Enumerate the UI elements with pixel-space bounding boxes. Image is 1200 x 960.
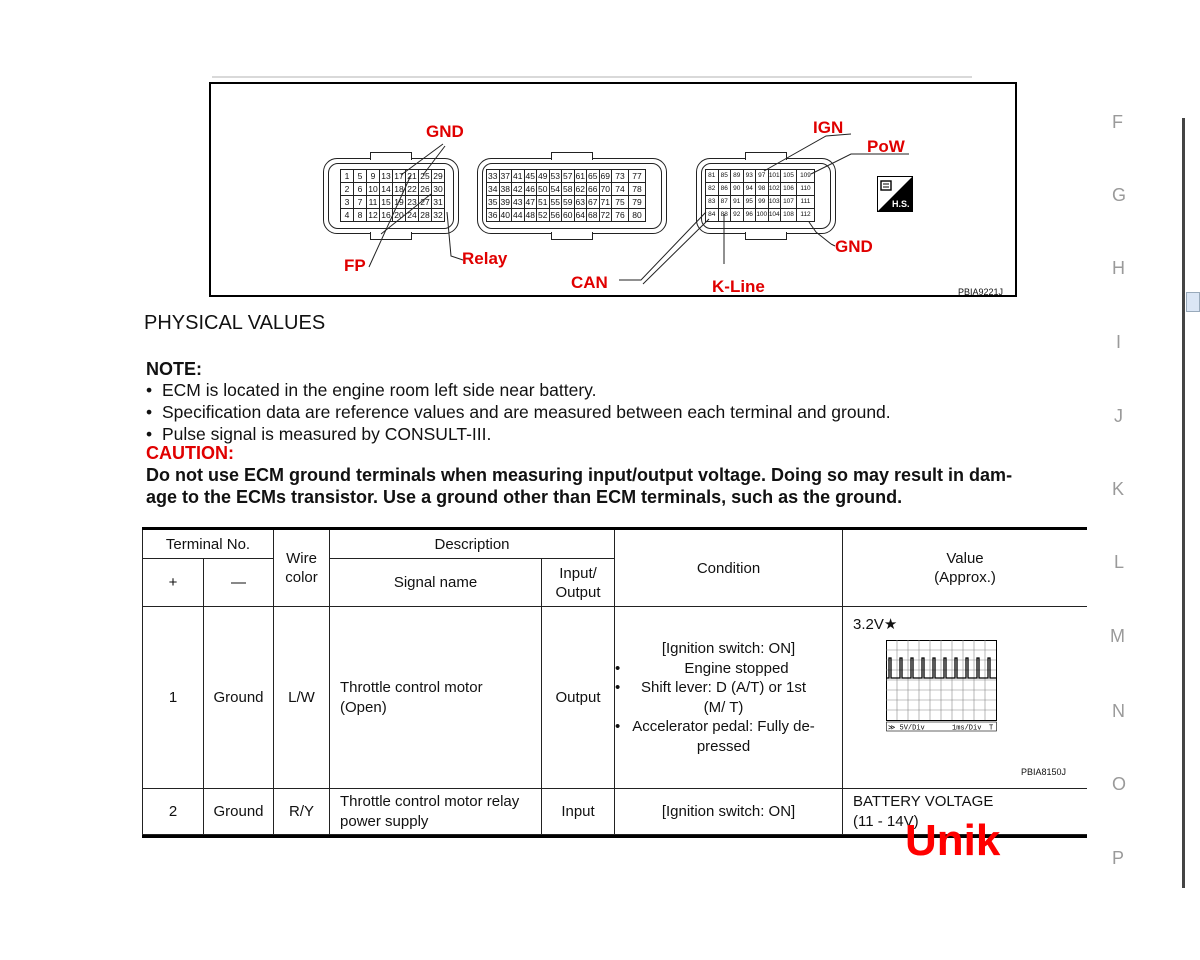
scope-volt-div: ≫ 5V/Div [888, 724, 925, 732]
connector-pin: 101 [769, 170, 782, 183]
cell-wire-color: L/W [274, 607, 330, 789]
connector-pin: 82 [706, 183, 719, 196]
connector-pin: 5 [354, 170, 367, 183]
note-item: • Pulse signal is measured by CONSULT-III. [146, 424, 492, 444]
label-pow: PoW [867, 137, 905, 156]
cell-io: Output [542, 607, 615, 789]
connector-pin: 63 [575, 196, 588, 209]
connector-pin: 107 [781, 196, 797, 209]
connector-pin: 13 [380, 170, 393, 183]
connector-pin: 50 [537, 183, 550, 196]
connector-pin: 85 [719, 170, 732, 183]
header-terminal-no: Terminal No. [143, 530, 274, 559]
connector-pin: 7 [354, 196, 367, 209]
label-relay: Relay [462, 249, 508, 268]
connector-pin: 109 [797, 170, 815, 183]
condition-item: • Shift lever: D (A/T) or 1st (M/ T) [615, 678, 816, 717]
ecm-connector-diagram [209, 82, 1017, 297]
cell-condition: [Ignition switch: ON] • Engine stopped • Shift lever: D (A/T) or 1st (M/ T) • Accelerator pedal: Fully de- pressed [615, 607, 843, 789]
connector-pin: 90 [731, 183, 744, 196]
note-heading: NOTE: [146, 359, 202, 379]
connector-pin: 95 [744, 196, 757, 209]
connector-pin: 26 [419, 183, 432, 196]
connector-pin: 49 [537, 170, 550, 183]
connector-pin: 67 [587, 196, 600, 209]
watermark-text: Unik [905, 816, 1001, 865]
connector-pin: 83 [706, 196, 719, 209]
figure-code: PBIA9221J [958, 287, 1004, 297]
connector-pin: 81 [706, 170, 719, 183]
connector-pin: 16 [380, 209, 393, 222]
cell-value [843, 607, 1088, 789]
connector-pin: 2 [341, 183, 354, 196]
page-edge-rule [1182, 118, 1185, 888]
connector-pin: 33 [487, 170, 500, 183]
header-signal-name: Signal name [330, 559, 542, 607]
cell-condition: [Ignition switch: ON] [615, 789, 843, 835]
connector-pin: 42 [512, 183, 525, 196]
condition-item: • Accelerator pedal: Fully de- pressed [615, 717, 816, 756]
connector-pin: 108 [781, 209, 797, 222]
connector-pin: 79 [629, 196, 646, 209]
connector-pin: 78 [629, 183, 646, 196]
connector-pin: 58 [562, 183, 575, 196]
scope-mode: T [989, 724, 994, 732]
connector-pin: 21 [406, 170, 419, 183]
scope-time-div: 1ms/Div [952, 724, 982, 732]
label-gnd-right: GND [835, 237, 873, 256]
connector-pin: 37 [500, 170, 513, 183]
connector-pin: 100 [756, 209, 769, 222]
connector-pin: 32 [432, 209, 445, 222]
faint-top-rule [212, 76, 972, 78]
header-input-output: Input/ Output [542, 559, 615, 607]
margin-letter-i: I [1116, 332, 1122, 352]
connector-pin: 34 [487, 183, 500, 196]
connector-pin: 25 [419, 170, 432, 183]
connector-pin: 41 [512, 170, 525, 183]
connector-pin: 66 [587, 183, 600, 196]
connector-pin: 15 [380, 196, 393, 209]
margin-letter-g: G [1112, 185, 1127, 205]
connector-pin: 11 [367, 196, 380, 209]
connector-pin: 59 [562, 196, 575, 209]
connector-pin: 29 [432, 170, 445, 183]
margin-letter-k: K [1112, 479, 1125, 499]
connector-pin: 102 [769, 183, 782, 196]
connector-pin: 61 [575, 170, 588, 183]
cell-terminal-plus: 2 [143, 789, 204, 835]
connector-pin: 69 [600, 170, 613, 183]
connector-pin: 17 [393, 170, 406, 183]
connector-pin: 65 [587, 170, 600, 183]
caution-text-line2: age to the ECMs transistor. Use a ground other than ECM terminals, such as the ground. [146, 487, 903, 507]
header-minus: — [204, 559, 274, 607]
connector-pin: 60 [562, 209, 575, 222]
harness-side-icon [877, 176, 913, 212]
connector-pin: 92 [731, 209, 744, 222]
connector-pin: 39 [500, 196, 513, 209]
section-title: PHYSICAL VALUES [144, 312, 326, 334]
connector-pin: 68 [587, 209, 600, 222]
connector-pin: 74 [612, 183, 629, 196]
connector-pin: 12 [367, 209, 380, 222]
cell-terminal-minus: Ground [204, 789, 274, 835]
condition-item: • Engine stopped [615, 659, 842, 679]
connector-pin: 86 [719, 183, 732, 196]
connector-pin: 105 [781, 170, 797, 183]
connector-pin: 55 [550, 196, 563, 209]
scope-figure-code: PBIA8150J [1021, 767, 1067, 777]
note-item: • Specification data are reference values and are measured between each terminal and ground. [146, 402, 891, 422]
connector-pin: 104 [769, 209, 782, 222]
margin-letter-o: O [1112, 774, 1127, 794]
connector-pin: 98 [756, 183, 769, 196]
connector-pin: 71 [600, 196, 613, 209]
connector-pin: 40 [500, 209, 513, 222]
connector-pin: 73 [612, 170, 629, 183]
connector-pin: 46 [525, 183, 538, 196]
connector-pin: 94 [744, 183, 757, 196]
connector-pin: 1 [341, 170, 354, 183]
connector-pin: 23 [406, 196, 419, 209]
connector-pin: 3 [341, 196, 354, 209]
connector-pin: 89 [731, 170, 744, 183]
connector-pin: 111 [797, 196, 815, 209]
scroll-tab[interactable] [1186, 292, 1200, 312]
connector-pin: 80 [629, 209, 646, 222]
connector-pin: 53 [550, 170, 563, 183]
connector-pin: 93 [744, 170, 757, 183]
cell-signal-name: Throttle control motor relay power supply [330, 789, 542, 835]
connector-pin: 103 [769, 196, 782, 209]
connector-pin: 20 [393, 209, 406, 222]
connector-pin: 62 [575, 183, 588, 196]
connector-pin: 99 [756, 196, 769, 209]
header-condition: Condition [615, 530, 843, 607]
connector-pin: 27 [419, 196, 432, 209]
oscilloscope-waveform [886, 640, 998, 732]
connector-pin: 75 [612, 196, 629, 209]
connector-pin: 47 [525, 196, 538, 209]
connector-pin: 43 [512, 196, 525, 209]
connector-pin: 54 [550, 183, 563, 196]
label-k-line: K-Line [712, 277, 765, 296]
margin-letter-l: L [1114, 552, 1125, 572]
connector-pin: 44 [512, 209, 525, 222]
connector-pin: 88 [719, 209, 732, 222]
caution-text-line1: Do not use ECM ground terminals when measuring input/output voltage. Doing so may result in dam- [146, 465, 1013, 485]
header-plus: + [143, 559, 204, 607]
connector-pin: 72 [600, 209, 613, 222]
connector-pin: 56 [550, 209, 563, 222]
header-value: Value (Approx.) [843, 530, 1088, 607]
connector-pin: 14 [380, 183, 393, 196]
value-label: 3.2V★ [853, 616, 898, 633]
connector-pin: 76 [612, 209, 629, 222]
connector-pin: 106 [781, 183, 797, 196]
connector-pin: 10 [367, 183, 380, 196]
label-fp: FP [344, 256, 366, 275]
margin-letter-n: N [1112, 701, 1125, 721]
connector-pin: 112 [797, 209, 815, 222]
connector-pin: 48 [525, 209, 538, 222]
connector-pin: 19 [393, 196, 406, 209]
connector-pin: 30 [432, 183, 445, 196]
connector-pin: 45 [525, 170, 538, 183]
caution-heading: CAUTION: [146, 443, 234, 463]
connector-pin: 8 [354, 209, 367, 222]
connector-pin: 84 [706, 209, 719, 222]
header-description: Description [330, 530, 615, 559]
cell-wire-color: R/Y [274, 789, 330, 835]
label-gnd-top: GND [426, 122, 464, 141]
connector-pin: 22 [406, 183, 419, 196]
cell-io: Input [542, 789, 615, 835]
table-row [143, 607, 1088, 789]
label-can: CAN [571, 273, 608, 292]
connector-pin: 36 [487, 209, 500, 222]
header-wire-color: Wire color [274, 530, 330, 607]
connector-pin: 97 [756, 170, 769, 183]
connector-pin: 91 [731, 196, 744, 209]
connector-pin: 9 [367, 170, 380, 183]
connector-pin: 96 [744, 209, 757, 222]
connector-pin: 6 [354, 183, 367, 196]
connector-pin: 24 [406, 209, 419, 222]
connector-pin: 51 [537, 196, 550, 209]
connector-pin: 38 [500, 183, 513, 196]
hs-icon-text: H.S. [892, 199, 910, 209]
connector-pin: 31 [432, 196, 445, 209]
terminal-spec-table [142, 529, 1088, 835]
margin-letter-m: M [1110, 626, 1125, 646]
table-top-rule [142, 527, 1087, 530]
connector-pin: 64 [575, 209, 588, 222]
margin-letter-p: P [1112, 848, 1125, 868]
connector-pin: 52 [537, 209, 550, 222]
cell-signal-name: Throttle control motor (Open) [330, 607, 542, 789]
connector-pin: 77 [629, 170, 646, 183]
connector-pin: 57 [562, 170, 575, 183]
margin-letter-f: F [1112, 112, 1123, 132]
cell-value: BATTERY VOLTAGE (11 - 14V) [843, 789, 1088, 835]
connector-pin: 28 [419, 209, 432, 222]
margin-letter-h: H [1112, 258, 1125, 278]
connector-pin: 70 [600, 183, 613, 196]
connector-pin: 35 [487, 196, 500, 209]
connector-pin: 87 [719, 196, 732, 209]
label-ign: IGN [813, 118, 844, 137]
note-item: • ECM is located in the engine room left side near battery. [146, 380, 597, 400]
connector-pin: 110 [797, 183, 815, 196]
margin-letter-j: J [1114, 406, 1123, 426]
cell-terminal-plus: 1 [143, 607, 204, 789]
connector-pin: 4 [341, 209, 354, 222]
cell-terminal-minus: Ground [204, 607, 274, 789]
connector-pin: 18 [393, 183, 406, 196]
